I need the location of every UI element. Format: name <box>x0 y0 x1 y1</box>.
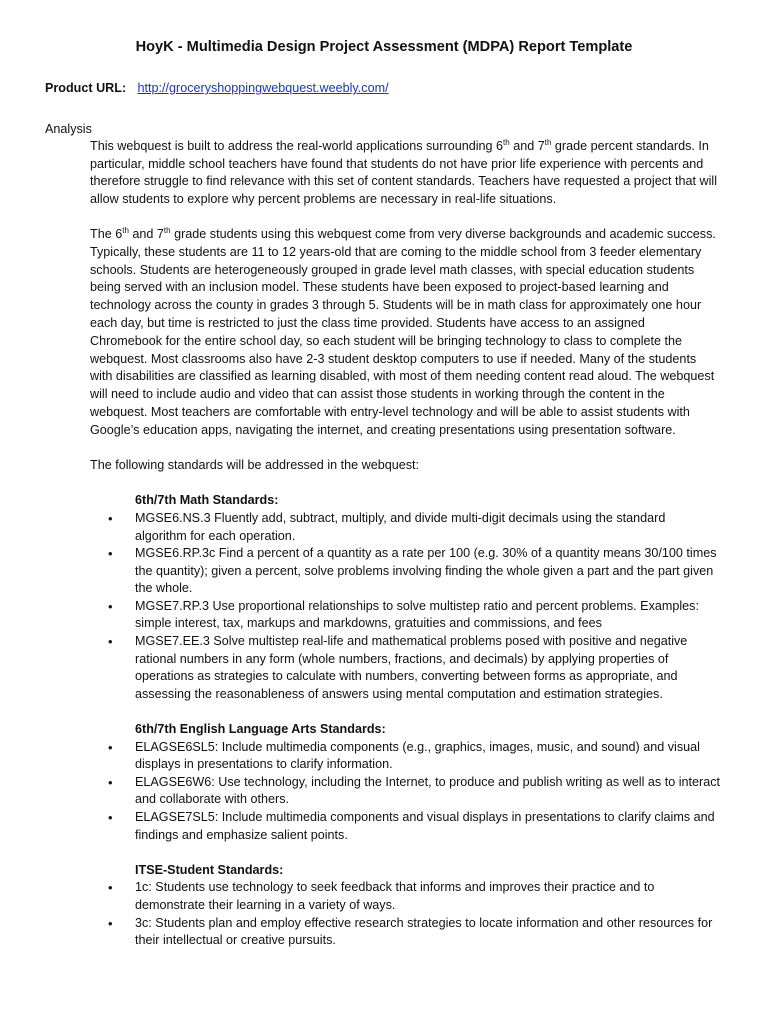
document-title: HoyK - Multimedia Design Project Assessment (MDPA) Report Template <box>135 39 633 55</box>
analysis-heading: Analysis <box>45 122 92 136</box>
learners-text-b: and 7 <box>128 226 164 241</box>
intro-superscript-2: th <box>544 137 552 147</box>
standards-intro-paragraph: The following standards will be addressed in the webquest: <box>90 458 420 473</box>
ela-standard-item: • ELAGSE6W6: Use technology, including the Internet, to produce and publish writing as well as to interact and collaborate with others. <box>90 774 720 809</box>
learners-superscript-2: th <box>163 225 171 235</box>
ela-standards-list <box>90 739 720 845</box>
intro-text-c: grade percent standards. In particular, middle school teachers have found that students do not have prior life experience with percents and therefore struggle to find relevance with this set of content standards. Teachers have requested a project that will allow students to explore why percent problems are necessary in real-life situations. <box>90 139 718 206</box>
math-standard-item: • MGSE7.EE.3 Solve multistep real-life and mathematical problems posed with positive and negative rational numbers in any form (whole numbers, fractions, and decimals) by applying properties of operations as strategies to calculate with numbers, converting between forms as appropriate, and assessing the reasonableness of answers using mental computation and estimation strategies. <box>90 633 720 703</box>
math-standards-heading: 6th/7th Math Standards: <box>135 493 279 508</box>
itse-standard-item: • 3c: Students plan and employ effective research strategies to locate information and other resources for their intellectual or creative pursuits. <box>90 915 720 950</box>
ela-standards-heading: 6th/7th English Language Arts Standards: <box>135 722 386 737</box>
learners-superscript-1: th <box>122 225 129 235</box>
ela-standard-item: • ELAGSE7SL5: Include multimedia components and visual displays in presentations to clarify claims and findings and emphasize salient points. <box>90 809 720 844</box>
ela-standard-item: • ELAGSE6SL5: Include multimedia components (e.g., graphics, images, music, and sound) and visual displays in presentations to clarify information. <box>90 739 720 774</box>
itse-standard-item: • 1c: Students use technology to seek feedback that informs and improves their practice and to demonstrate their learning in a variety of ways. <box>90 879 720 914</box>
learners-text-c: grade students using this webquest come from very diverse backgrounds and academic success. Typically, these students are 11 to 12 years-old that are coming to the middle school from 3 feeder elementary schools. Students are heterogeneously grouped in grade level math classes, with special education students being served with an inclusion model. These students have been exposed to project-based learning and technology across the county in grades 3 through 5. Students will be in math class for approximately one hour each day, but time is restricted to just the class time provided. Students have access to an assigned Chromebook for the entire school day, so each student will be bringing technology to class to complete the webquest. Most classrooms also have 2-3 student desktop computers to use if needed. Many of the students with disabilities are classified as learning disabled, with most of them needing content read aloud. The webquest will need to include audio and video that can assist those students in working through the content in the webquest. Most teachers are comfortable with entry-level technology and will be able to assist students with Google’s education apps, navigating the internet, and creating presentations using presentation software. <box>90 226 716 437</box>
analysis-content <box>90 138 720 967</box>
product-url-row <box>45 80 389 98</box>
learners-text-a: The 6 <box>90 226 123 241</box>
product-url-label: Product URL: <box>45 81 127 95</box>
itse-standards-heading: ITSE-Student Standards: <box>135 862 284 877</box>
itse-standards-list <box>90 879 720 949</box>
product-url-link[interactable]: http://groceryshoppingwebquest.weebly.com/ <box>137 81 389 95</box>
intro-text-a: This webquest is built to address the real-world applications surrounding 6 <box>90 139 504 153</box>
math-standard-item: • MGSE6.RP.3c Find a percent of a quantity as a rate per 100 (e.g. 30% of a quantity means 30/100 times the quantity); given a percent, solve problems involving finding the whole given a part and the part given the whole. <box>90 545 720 598</box>
math-standard-item: • MGSE7.RP.3 Use proportional relationships to solve multistep ratio and percent problems. Examples: simple interest, tax, markups and markdowns, gratuities and commissions, and fees <box>90 598 720 633</box>
learners-paragraph <box>90 226 720 440</box>
intro-text-b: and 7 <box>509 139 545 153</box>
intro-superscript-1: th <box>503 137 510 147</box>
math-standards-list <box>90 510 720 704</box>
math-standard-item: • MGSE6.NS.3 Fluently add, subtract, multiply, and divide multi-digit decimals using the standard algorithm for each operation. <box>90 510 720 545</box>
intro-paragraph <box>90 138 720 208</box>
